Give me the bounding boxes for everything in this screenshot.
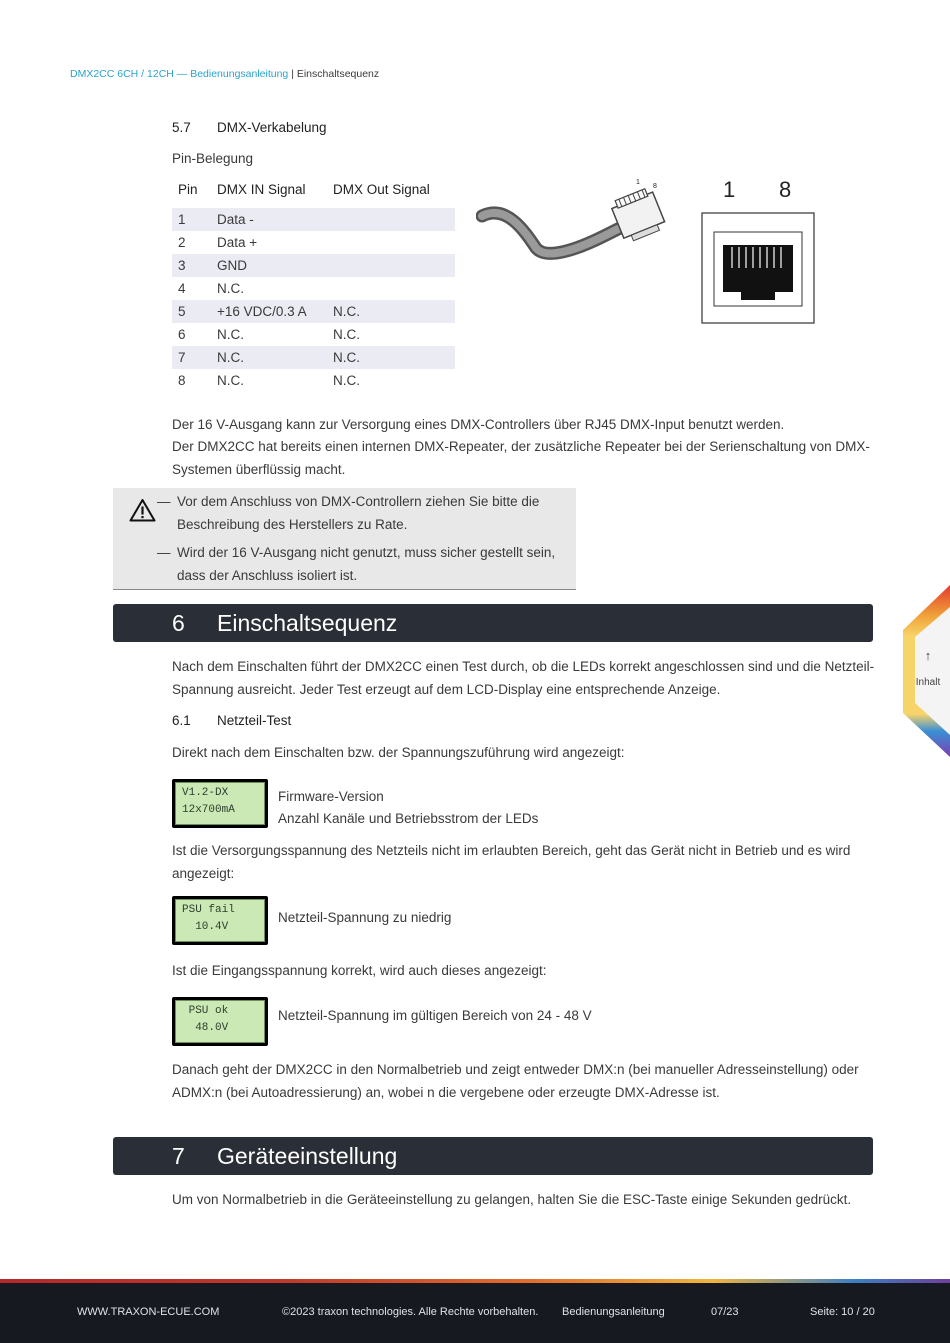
cell-in: N.C. <box>217 281 244 296</box>
lcd-desc-channels: Anzahl Kanäle und Betriebsstrom der LEDs <box>278 811 539 826</box>
cell-pin: 6 <box>178 327 186 342</box>
section-6-headline <box>113 604 873 642</box>
header-pin: Pin <box>178 181 198 197</box>
table-row <box>172 369 455 392</box>
footer-date: 07/23 <box>711 1306 739 1318</box>
footer-website-link[interactable]: WWW.TRAXON-ECUE.COM <box>77 1306 220 1318</box>
cell-out: N.C. <box>333 373 360 388</box>
cell-in: N.C. <box>217 327 244 342</box>
section-title: Geräteeinstellung <box>217 1143 398 1169</box>
plug-label-1: 1 <box>636 179 640 186</box>
connector-label-8: 8 <box>779 177 792 202</box>
table-row <box>172 346 455 369</box>
paragraph-16v-output: Der 16 V-Ausgang kann zur Versorgung eines DMX-Controllers über RJ45 DMX-Input benutzt werden. <box>172 417 785 432</box>
header-dmx-in: DMX IN Signal <box>217 181 306 197</box>
cell-out: N.C. <box>333 350 360 365</box>
paragraph-normal-operation: Danach geht der DMX2CC in den Normalbetrieb und zeigt entweder DMX:n (bei manueller Adresseinstellung) oder ADMX:n (bei Autoadressierung) an, wobei n die vergebene oder erzeugte DMX-Adresse ist. <box>172 1062 859 1100</box>
warning-triangle-icon <box>129 498 156 522</box>
footer-page-number: Seite: 10 / 20 <box>810 1306 875 1318</box>
lcd-display-psu-fail <box>172 896 268 945</box>
section-number: 6 <box>172 610 185 636</box>
cell-pin: 1 <box>178 212 186 227</box>
cell-pin: 3 <box>178 258 186 273</box>
footer-copyright: ©2023 traxon technologies. Alle Rechte vorbehalten. <box>282 1306 539 1318</box>
breadcrumb-doc-link[interactable]: DMX2CC 6CH / 12CH — Bedienungsanleitung <box>70 68 289 80</box>
rj45-cable-image <box>476 174 672 262</box>
warning-text: Wird der 16 V-Ausgang nicht genutzt, muss sicher gestellt sein, dass der Anschluss isoliert ist. <box>177 545 556 583</box>
lcd-line-1: PSU fail <box>182 904 235 916</box>
warning-text: Vor dem Anschluss von DMX-Controllern ziehen Sie bitte die Beschreibung des Herstellers zu Rate. <box>177 494 540 532</box>
plug-label-8: 8 <box>653 183 657 190</box>
table-row <box>172 277 455 300</box>
rj45-socket-diagram <box>701 212 816 325</box>
table-of-contents-tab[interactable] <box>903 585 950 757</box>
cell-pin: 8 <box>178 373 186 388</box>
page-footer <box>0 1283 950 1343</box>
side-tab-background <box>903 585 950 757</box>
cell-in: Data - <box>217 212 254 227</box>
table-row <box>172 208 455 231</box>
paragraph-device-settings: Um von Normalbetrieb in die Geräteeinstellung zu gelangen, halten Sie die ESC-Taste einige Sekunden gedrückt. <box>172 1192 852 1207</box>
cell-in: GND <box>217 258 247 273</box>
lcd-desc-psu-ok: Netzteil-Spannung im gültigen Bereich von 24 - 48 V <box>278 1008 592 1023</box>
breadcrumb-section: Einschaltsequenz <box>296 68 380 80</box>
breadcrumb <box>70 68 379 80</box>
lcd-display-firmware <box>172 779 268 828</box>
lcd-line-1: PSU ok <box>182 1005 229 1017</box>
cell-in: +16 VDC/0.3 A <box>217 304 307 319</box>
subsection-number: 6.1 <box>172 713 191 728</box>
footer-doc-type: Bedienungsanleitung <box>562 1306 665 1318</box>
table-row <box>172 231 455 254</box>
lcd-desc-firmware: Firmware-Version <box>278 789 384 804</box>
dash-bullet: — <box>157 494 171 509</box>
lcd-desc-psu-fail: Netzteil-Spannung zu niedrig <box>278 910 452 925</box>
section-number: 5.7 <box>172 120 191 135</box>
table-row <box>172 300 455 323</box>
dash-bullet: — <box>157 545 171 560</box>
paragraph-repeater: Der DMX2CC hat bereits einen internen DMX-Repeater, der zusätzliche Repeater bei der Serienschaltung von DMX-Systemen überflüssig macht. <box>172 439 870 477</box>
lcd-line-2: 12x700mA <box>182 804 235 816</box>
warning-item <box>157 542 567 587</box>
lcd-line-1: V1.2-DX <box>182 787 229 799</box>
lcd-line-2: 48.0V <box>182 1022 229 1034</box>
section-5-7-heading <box>172 120 327 135</box>
section-7-headline <box>113 1137 873 1175</box>
cell-pin: 7 <box>178 350 186 365</box>
side-tab-label: Inhalt <box>915 677 941 688</box>
footer-color-strip <box>0 1279 950 1283</box>
header-dmx-out: DMX Out Signal <box>333 181 430 197</box>
cell-out: N.C. <box>333 327 360 342</box>
cell-pin: 2 <box>178 235 186 250</box>
section-6-1-heading <box>172 713 291 728</box>
lcd-display-psu-ok <box>172 997 268 1046</box>
cell-out: N.C. <box>333 304 360 319</box>
pin-table <box>172 178 455 392</box>
cell-in: N.C. <box>217 373 244 388</box>
cell-in: Data + <box>217 235 258 250</box>
paragraph-psu-out-of-range: Ist die Versorgungsspannung des Netzteils nicht im erlaubten Bereich, geht das Gerät nicht in Betrieb und es wird angezeigt: <box>172 843 851 881</box>
paragraph-after-power-on: Direkt nach dem Einschalten bzw. der Spannungszuführung wird angezeigt: <box>172 745 625 760</box>
paragraph-intro: Nach dem Einschalten führt der DMX2CC einen Test durch, ob die LEDs korrekt angeschlossen sind und die Netzteil-Spannung ausreicht. Jeder Test erzeugt auf dem LCD-Display eine entsprechende Anzeige. <box>172 659 875 697</box>
cell-pin: 5 <box>178 304 186 319</box>
section-title: Einschaltsequenz <box>217 610 398 636</box>
section-number: 7 <box>172 1143 185 1169</box>
section-title: DMX-Verkabelung <box>217 120 327 135</box>
warning-box <box>113 488 576 590</box>
warning-item <box>157 491 567 536</box>
pin-assignment-label: Pin-Belegung <box>172 151 254 166</box>
table-row <box>172 323 455 346</box>
lcd-line-2: 10.4V <box>182 921 229 933</box>
cell-pin: 4 <box>178 281 186 296</box>
arrow-up-icon: ↑ <box>924 648 932 663</box>
pin-table-header <box>172 178 455 200</box>
cell-in: N.C. <box>217 350 244 365</box>
subsection-title: Netzteil-Test <box>217 713 292 728</box>
paragraph-input-voltage-ok: Ist die Eingangsspannung korrekt, wird auch dieses angezeigt: <box>172 963 547 978</box>
breadcrumb-separator: | <box>288 68 297 80</box>
table-row <box>172 254 455 277</box>
connector-label-1: 1 <box>723 177 736 202</box>
